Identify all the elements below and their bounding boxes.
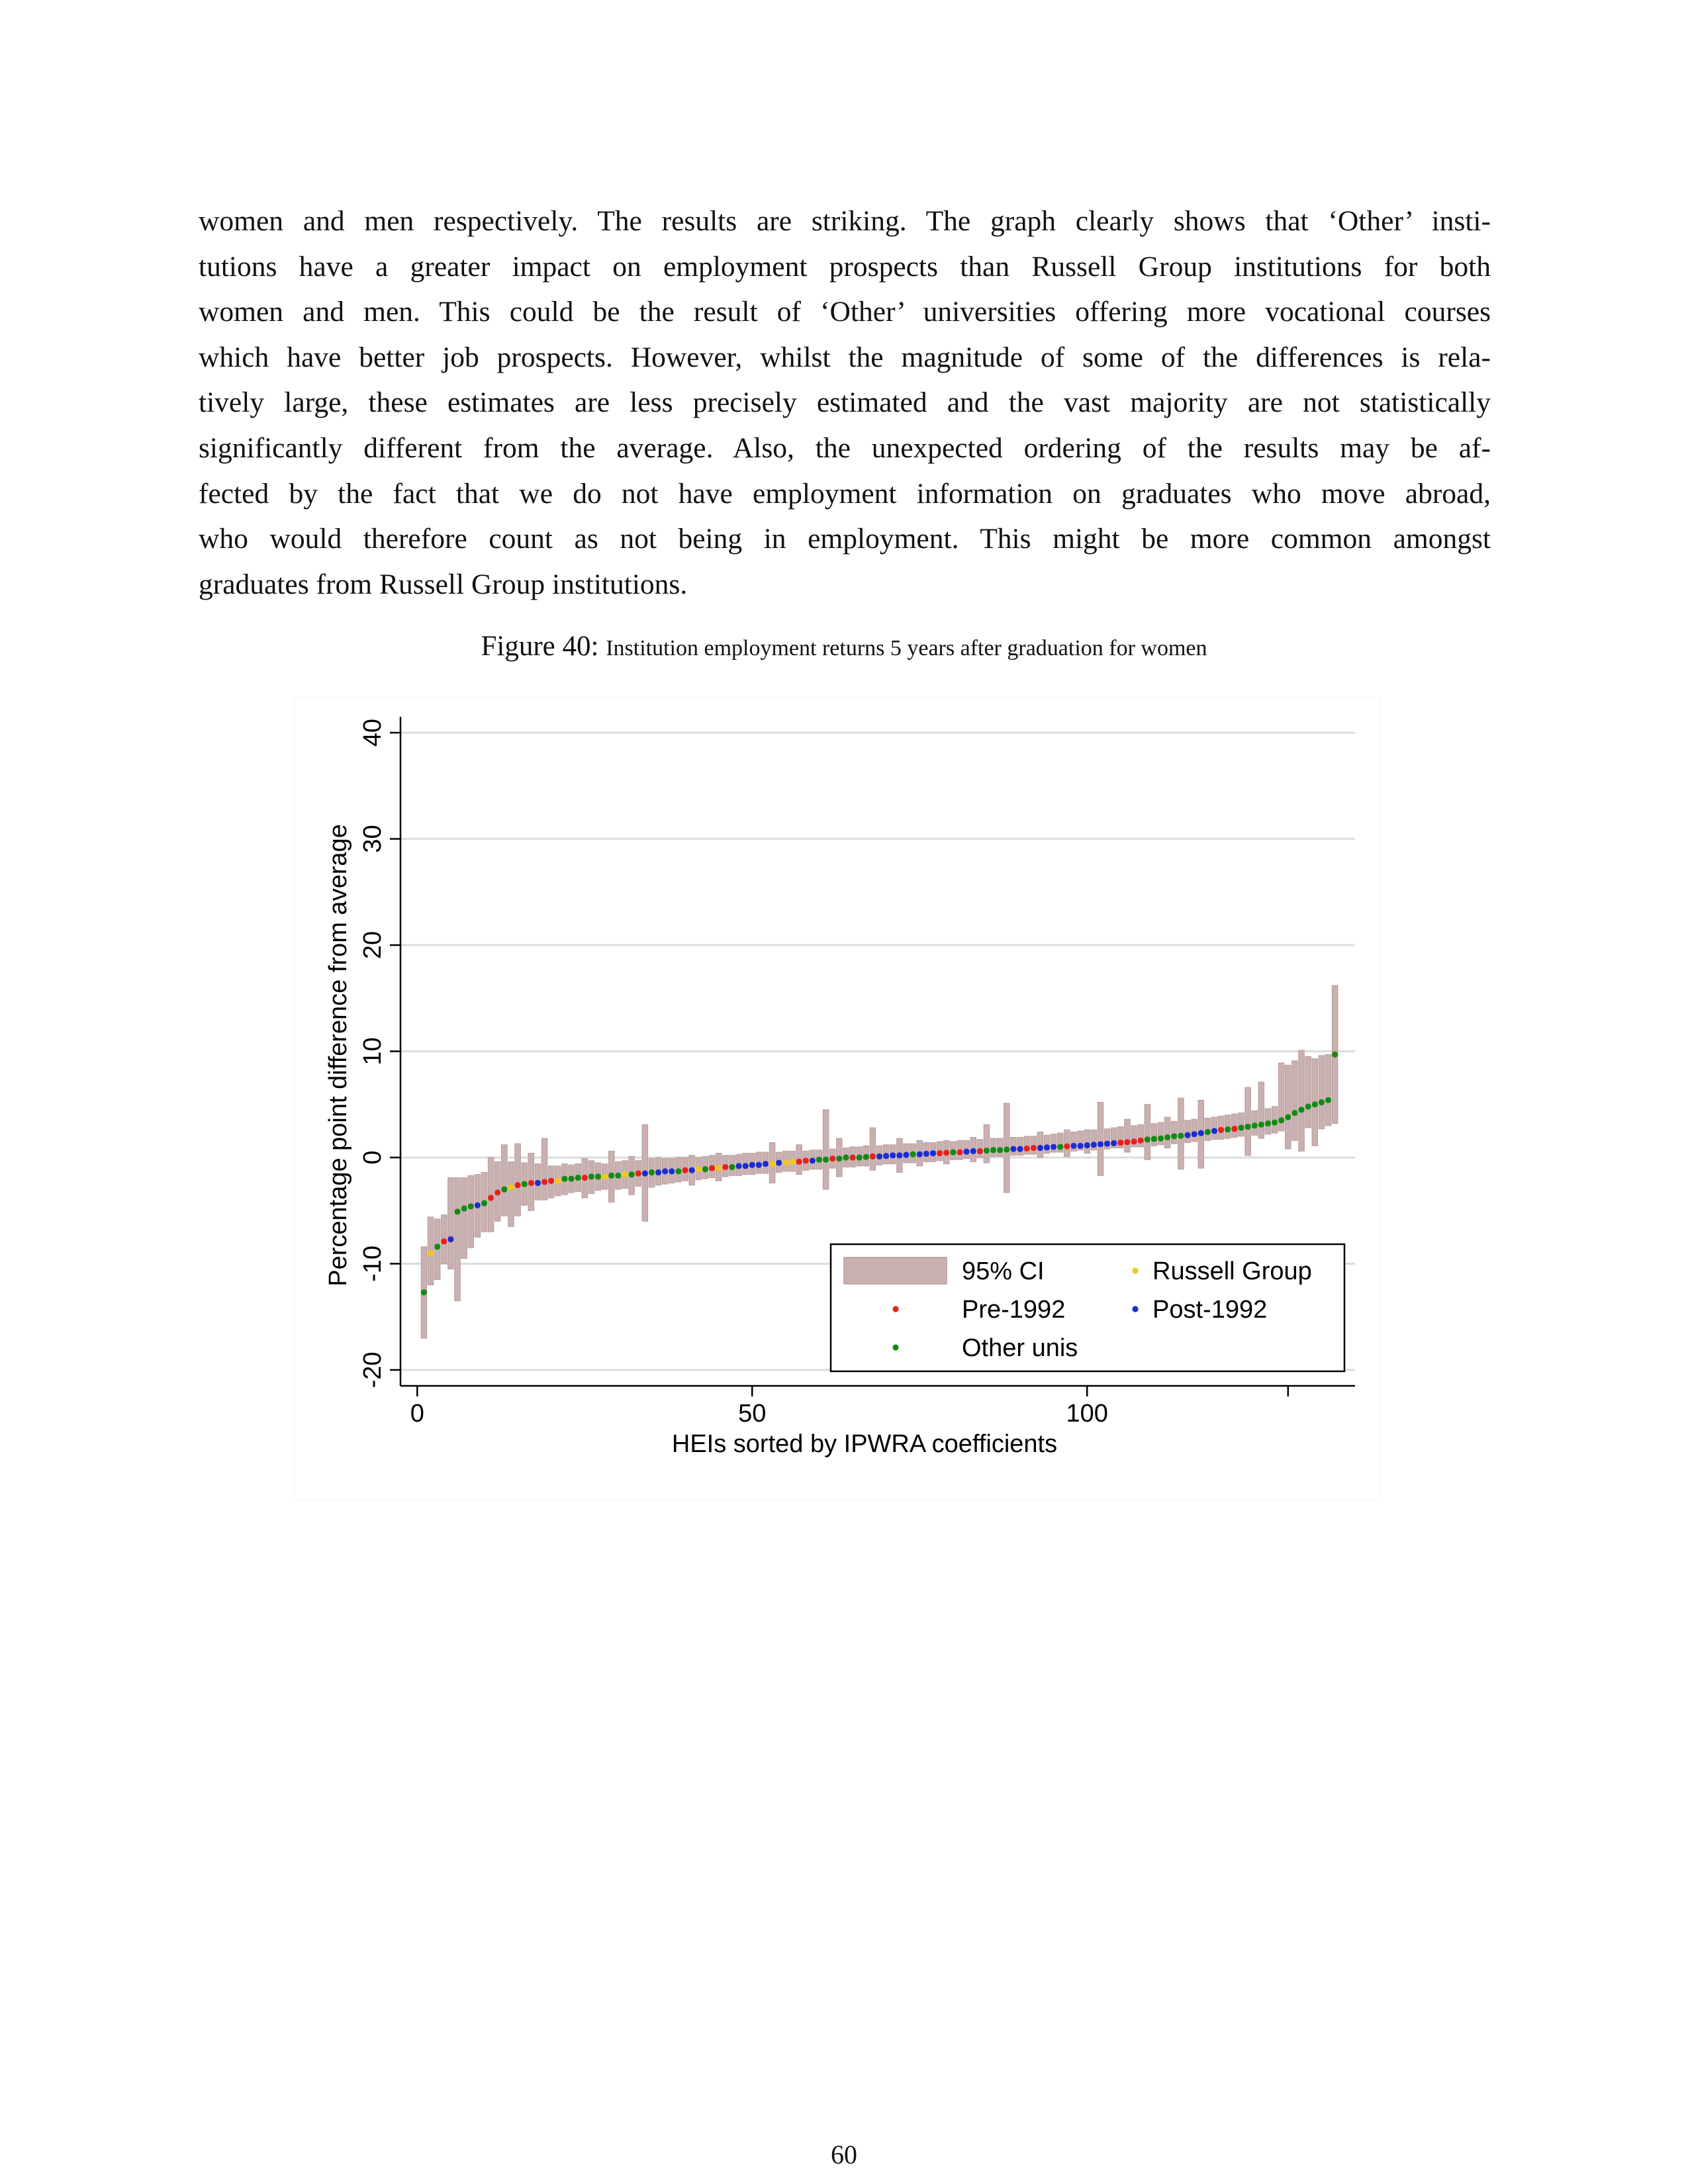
estimate-point: [1258, 1122, 1264, 1128]
estimate-point: [1151, 1136, 1157, 1142]
estimate-point: [494, 1189, 500, 1195]
estimate-point: [1037, 1145, 1043, 1151]
y-tick-label: 10: [359, 1037, 387, 1066]
ci-bar: [1044, 1135, 1050, 1153]
estimate-point: [1278, 1117, 1284, 1123]
y-tick-label: -10: [359, 1245, 387, 1282]
estimate-point: [729, 1164, 735, 1170]
estimate-point: [1272, 1119, 1278, 1125]
ci-bar: [455, 1177, 461, 1300]
estimate-point: [1078, 1143, 1084, 1149]
ci-bar: [1292, 1061, 1298, 1140]
legend-pre1992-marker: [892, 1306, 898, 1312]
estimate-point: [849, 1154, 855, 1160]
ci-bar: [823, 1110, 829, 1189]
estimate-point: [896, 1152, 902, 1158]
estimate-point: [1104, 1141, 1110, 1147]
figure-frame: [294, 696, 1380, 1500]
estimate-point: [561, 1175, 567, 1181]
ci-bar: [541, 1138, 547, 1200]
estimate-point: [984, 1148, 990, 1154]
estimate-point: [629, 1171, 635, 1177]
body-line: which have better job prospects. However, whilst the magnitude of some of the differences is rela-: [199, 341, 1491, 373]
estimate-point: [1131, 1138, 1137, 1144]
estimate-point: [522, 1181, 528, 1187]
estimate-point: [508, 1184, 514, 1190]
x-tick-label: 50: [738, 1400, 767, 1428]
estimate-point: [829, 1156, 835, 1161]
y-tick-label: 30: [359, 825, 387, 853]
estimate-point: [863, 1154, 869, 1160]
y-tick-label: 20: [359, 931, 387, 960]
estimate-point: [454, 1208, 460, 1214]
estimate-point: [1305, 1103, 1311, 1109]
figure-caption-text: Institution employment returns 5 years after graduation for women: [606, 636, 1207, 660]
estimate-point: [555, 1178, 561, 1184]
estimate-point: [823, 1157, 829, 1163]
estimate-point: [997, 1147, 1003, 1153]
estimate-point: [602, 1173, 608, 1179]
ci-bar: [1037, 1132, 1043, 1158]
estimate-point: [588, 1173, 594, 1179]
estimate-point: [810, 1158, 816, 1163]
legend-russell-label: Russell Group: [1152, 1257, 1312, 1285]
estimate-point: [689, 1167, 695, 1173]
estimate-point: [582, 1175, 588, 1181]
estimate-point: [957, 1149, 962, 1155]
estimate-point: [1064, 1144, 1070, 1150]
estimate-point: [541, 1179, 547, 1185]
estimate-point: [930, 1150, 936, 1156]
estimate-point: [1145, 1136, 1150, 1142]
estimate-point: [943, 1150, 949, 1156]
estimate-point: [1291, 1110, 1297, 1116]
estimate-point: [735, 1163, 741, 1169]
legend-post1992-label: Post-1992: [1152, 1296, 1268, 1324]
estimate-point: [682, 1167, 688, 1173]
ci-bar: [870, 1128, 876, 1170]
estimate-point: [635, 1170, 641, 1176]
estimate-point: [722, 1164, 728, 1170]
estimate-point: [441, 1238, 447, 1244]
estimate-point: [548, 1178, 554, 1184]
estimate-point: [1010, 1146, 1016, 1152]
estimate-point: [475, 1203, 481, 1208]
estimate-point: [461, 1205, 467, 1211]
estimate-point: [937, 1150, 943, 1156]
body-line: graduates from Russell Group institutions.: [199, 568, 688, 600]
figure-caption: [0, 630, 1688, 662]
estimate-point: [434, 1244, 440, 1250]
ci-bar: [1084, 1130, 1090, 1153]
legend-ci-swatch: [844, 1257, 947, 1284]
estimate-point: [796, 1159, 802, 1165]
estimate-point: [1252, 1122, 1258, 1128]
estimate-point: [1124, 1139, 1130, 1145]
estimate-point: [514, 1182, 520, 1188]
estimate-point: [1184, 1132, 1190, 1138]
estimate-point: [1332, 1052, 1338, 1058]
estimate-point: [1084, 1142, 1090, 1148]
estimate-point: [575, 1175, 581, 1181]
estimate-point: [1238, 1124, 1244, 1130]
estimate-point: [876, 1154, 882, 1160]
ci-bar: [461, 1177, 467, 1258]
estimate-point: [1171, 1133, 1177, 1139]
estimate-point: [977, 1148, 983, 1154]
estimate-point: [950, 1149, 956, 1155]
estimate-point: [836, 1156, 842, 1161]
estimate-point: [655, 1169, 661, 1175]
estimate-point: [421, 1289, 427, 1295]
ci-bar: [468, 1175, 474, 1248]
legend-other-label: Other unis: [962, 1334, 1078, 1362]
estimate-point: [1218, 1127, 1224, 1133]
estimate-point: [1244, 1124, 1250, 1130]
ci-bar: [1064, 1130, 1070, 1156]
estimate-point: [1178, 1132, 1184, 1138]
ci-bar: [508, 1161, 514, 1226]
page-number: 60: [831, 2140, 857, 2169]
body-line: tively large, these estimates are less precisely estimated and the vast majority are not statistically: [199, 387, 1491, 419]
ci-bar: [1245, 1087, 1251, 1156]
estimate-point: [675, 1168, 681, 1174]
estimate-point: [1024, 1146, 1030, 1152]
ci-bar: [1164, 1117, 1170, 1148]
chart: [295, 697, 1379, 1499]
body-line: tutions have a greater impact on employment prospects than Russell Group institutions for both: [199, 250, 1491, 283]
estimate-point: [923, 1151, 929, 1157]
estimate-point: [1225, 1126, 1231, 1132]
legend-post1992-marker: [1132, 1306, 1138, 1312]
body-line: significantly different from the average. Also, the unexpected ordering of the results may be af-: [199, 432, 1491, 464]
estimate-point: [696, 1166, 702, 1172]
estimate-point: [501, 1187, 507, 1193]
estimate-point: [649, 1169, 655, 1175]
estimate-point: [782, 1160, 788, 1165]
ci-bar: [1299, 1050, 1305, 1151]
y-tick-label: -20: [359, 1351, 387, 1388]
estimate-point: [1265, 1120, 1271, 1126]
legend-other-marker: [892, 1344, 898, 1350]
estimate-point: [1164, 1134, 1170, 1140]
estimate-point: [716, 1165, 722, 1171]
estimate-point: [568, 1175, 574, 1181]
estimate-point: [756, 1162, 762, 1168]
ci-bar: [1325, 1054, 1331, 1126]
ci-bar: [1286, 1065, 1291, 1149]
estimate-point: [608, 1173, 614, 1179]
estimate-point: [1325, 1097, 1331, 1103]
ci-bar: [1172, 1121, 1178, 1144]
ci-bar: [984, 1124, 990, 1163]
ci-bar: [1232, 1114, 1238, 1137]
estimate-point: [857, 1154, 863, 1160]
estimate-point: [1117, 1140, 1123, 1146]
estimate-point: [1111, 1140, 1117, 1146]
legend-ci-label: 95% CI: [962, 1257, 1045, 1285]
estimate-point: [903, 1152, 909, 1158]
estimate-point: [970, 1148, 976, 1154]
figure-label: Figure 40:: [481, 631, 599, 662]
estimate-point: [535, 1180, 541, 1186]
estimate-point: [642, 1170, 648, 1176]
body-line: women and men. This could be the result of ‘Other’ universities offering more vocational courses: [199, 296, 1491, 328]
estimate-point: [870, 1154, 876, 1160]
estimate-point: [963, 1149, 969, 1155]
body-paragraph: [199, 199, 1491, 607]
estimate-point: [1017, 1146, 1023, 1152]
x-tick-label: 100: [1066, 1400, 1108, 1428]
estimate-point: [702, 1166, 708, 1172]
estimate-point: [1198, 1130, 1204, 1136]
estimate-point: [890, 1152, 896, 1158]
estimate-point: [1312, 1101, 1318, 1107]
estimate-point: [1044, 1144, 1050, 1150]
estimate-point: [481, 1200, 487, 1206]
estimate-point: [1231, 1126, 1237, 1132]
x-axis-label: HEIs sorted by IPWRA coefficients: [671, 1430, 1058, 1458]
estimate-point: [910, 1152, 916, 1158]
estimate-point: [769, 1161, 775, 1167]
y-tick-label: 40: [359, 718, 387, 747]
estimate-point: [1138, 1138, 1144, 1144]
ci-bar: [1024, 1136, 1030, 1154]
estimate-point: [468, 1203, 474, 1209]
estimate-point: [1098, 1141, 1103, 1147]
estimate-point: [816, 1157, 822, 1163]
estimate-point: [763, 1161, 769, 1167]
estimate-point: [669, 1168, 675, 1174]
estimate-point: [428, 1250, 434, 1256]
ci-bar: [1305, 1057, 1311, 1128]
estimate-point: [1298, 1107, 1304, 1113]
ci-bar: [1098, 1103, 1103, 1176]
estimate-point: [528, 1180, 534, 1186]
estimate-point: [1070, 1143, 1076, 1149]
estimate-point: [1004, 1146, 1009, 1152]
estimate-point: [1205, 1129, 1211, 1135]
ci-bar: [448, 1177, 454, 1269]
body-line: who would therefore count as not being in employment. This might be more common amongst: [199, 523, 1491, 555]
ci-bar: [1151, 1124, 1157, 1146]
estimate-point: [1211, 1128, 1217, 1134]
estimate-point: [622, 1171, 628, 1177]
ci-bar: [515, 1144, 521, 1216]
ci-bar: [1185, 1120, 1191, 1143]
estimate-point: [488, 1195, 494, 1201]
estimate-point: [615, 1173, 621, 1179]
estimate-point: [776, 1160, 782, 1165]
y-tick-label: 0: [359, 1150, 387, 1165]
estimate-point: [917, 1152, 923, 1158]
estimate-point: [1285, 1114, 1291, 1120]
estimate-point: [709, 1165, 715, 1171]
estimate-point: [595, 1173, 601, 1179]
ci-bar: [502, 1145, 508, 1216]
estimate-point: [1091, 1142, 1097, 1148]
estimate-point: [803, 1158, 809, 1163]
y-axis-label: Percentage point difference from average: [324, 824, 352, 1287]
legend-russell-marker: [1132, 1267, 1138, 1273]
estimate-point: [662, 1168, 668, 1174]
estimate-point: [1051, 1144, 1056, 1150]
ci-bar: [1125, 1119, 1131, 1152]
estimate-point: [789, 1159, 795, 1165]
ci-bar: [1145, 1105, 1150, 1160]
ci-bar: [1319, 1056, 1325, 1129]
estimate-point: [1192, 1131, 1197, 1137]
ci-bar: [488, 1158, 494, 1232]
estimate-point: [447, 1236, 453, 1242]
legend-pre1992-label: Pre-1992: [962, 1296, 1066, 1324]
estimate-point: [1031, 1145, 1037, 1151]
estimate-point: [883, 1153, 889, 1159]
body-line: women and men respectively. The results are striking. The graph clearly shows that ‘Other’ insti-: [199, 205, 1491, 237]
estimate-point: [743, 1163, 749, 1169]
estimate-point: [990, 1147, 996, 1153]
body-line: fected by the fact that we do not have employment information on graduates who move abroad,: [199, 477, 1491, 510]
estimate-point: [1057, 1144, 1063, 1150]
ci-bar: [1192, 1119, 1197, 1142]
estimate-point: [843, 1154, 849, 1160]
ci-bar: [1258, 1082, 1264, 1138]
x-tick-label: 0: [410, 1400, 424, 1428]
legend: [831, 1244, 1344, 1371]
ci-bar: [1239, 1113, 1244, 1136]
estimate-point: [1319, 1099, 1325, 1105]
estimate-point: [1158, 1135, 1164, 1141]
estimate-point: [749, 1162, 755, 1168]
